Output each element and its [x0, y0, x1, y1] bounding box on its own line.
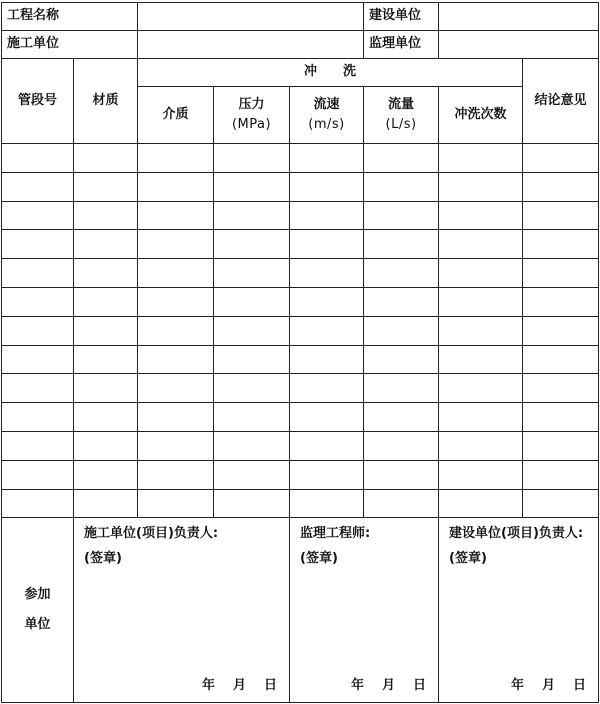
table-row [2, 431, 599, 460]
form-table [1, 2, 599, 703]
table-cell[interactable] [290, 144, 364, 173]
table-cell[interactable] [290, 316, 364, 345]
table-cell[interactable] [290, 287, 364, 316]
table-cell[interactable] [74, 316, 138, 345]
table-cell[interactable] [364, 287, 439, 316]
table-cell[interactable] [74, 144, 138, 173]
table-row [2, 374, 599, 403]
table-cell[interactable] [214, 431, 290, 460]
column-header-pressure [214, 87, 290, 144]
table-cell[interactable] [290, 460, 364, 489]
table-cell[interactable] [364, 489, 439, 518]
table-cell[interactable] [138, 230, 214, 259]
table-cell[interactable] [138, 144, 214, 173]
builder-seal-label: (签章) [84, 551, 122, 567]
table-cell[interactable] [439, 403, 523, 432]
table-cell[interactable] [290, 201, 364, 230]
builder-date-month: 月 [232, 678, 246, 694]
table-cell[interactable] [439, 316, 523, 345]
table-cell[interactable] [364, 403, 439, 432]
builder-date-year: 年 [201, 678, 215, 694]
data-rows [2, 144, 599, 518]
table-cell[interactable] [290, 172, 364, 201]
table-cell[interactable] [2, 259, 74, 288]
table-row [2, 201, 599, 230]
table-cell[interactable] [2, 403, 74, 432]
table-cell[interactable] [523, 230, 599, 259]
table-cell[interactable] [364, 374, 439, 403]
table-cell[interactable] [290, 431, 364, 460]
table-cell[interactable] [439, 259, 523, 288]
table-cell[interactable] [364, 345, 439, 374]
table-cell[interactable] [138, 489, 214, 518]
table-cell[interactable] [214, 489, 290, 518]
table-cell[interactable] [523, 489, 599, 518]
pressure-label: 压力 [238, 96, 265, 112]
table-cell[interactable] [290, 345, 364, 374]
table-cell[interactable] [214, 230, 290, 259]
table-cell[interactable] [74, 460, 138, 489]
table-cell[interactable] [364, 316, 439, 345]
column-header-material: 材质 [74, 59, 138, 144]
column-header-flush-group: 冲 洗 [138, 59, 523, 87]
supervisor-date [333, 678, 426, 694]
participants-label [2, 518, 74, 703]
table-cell[interactable] [138, 316, 214, 345]
supervisor-date-year: 年 [350, 678, 364, 694]
pressure-unit: (MPa) [231, 117, 272, 132]
table-cell[interactable] [439, 489, 523, 518]
column-header-conclusion: 结论意见 [523, 59, 599, 144]
table-cell[interactable] [138, 431, 214, 460]
participants-line-1: 参加 [24, 587, 51, 603]
column-header-flush-count: 冲洗次数 [439, 87, 523, 144]
table-cell[interactable] [2, 144, 74, 173]
column-header-flow [364, 87, 439, 144]
table-row [2, 460, 599, 489]
table-cell[interactable] [2, 374, 74, 403]
owner-date-day: 日 [573, 678, 587, 694]
table-cell[interactable] [214, 172, 290, 201]
table-cell[interactable] [2, 489, 74, 518]
table-cell[interactable] [523, 460, 599, 489]
table-row [2, 259, 599, 288]
table-cell[interactable] [439, 460, 523, 489]
builder-lead-label: 施工单位(项目)负责人: [84, 526, 219, 542]
table-cell[interactable] [290, 230, 364, 259]
table-cell[interactable] [523, 201, 599, 230]
table-cell[interactable] [74, 403, 138, 432]
owner-lead-label: 建设单位(项目)负责人: [449, 526, 584, 542]
table-cell[interactable] [523, 345, 599, 374]
table-cell[interactable] [214, 201, 290, 230]
owner-date-year: 年 [510, 678, 524, 694]
table-cell[interactable] [214, 259, 290, 288]
table-cell[interactable] [214, 144, 290, 173]
table-cell[interactable] [2, 431, 74, 460]
project-name-label: 工程名称 [2, 3, 138, 31]
table-cell[interactable] [439, 345, 523, 374]
header-row-project [2, 3, 599, 31]
table-cell[interactable] [214, 287, 290, 316]
table-cell[interactable] [439, 374, 523, 403]
table-row [2, 316, 599, 345]
table-cell[interactable] [214, 460, 290, 489]
table-cell[interactable] [214, 374, 290, 403]
table-cell[interactable] [290, 374, 364, 403]
builder-field[interactable] [138, 31, 364, 59]
table-cell[interactable] [290, 403, 364, 432]
supervisor-date-month: 月 [382, 678, 396, 694]
table-cell[interactable] [138, 201, 214, 230]
table-cell[interactable] [2, 287, 74, 316]
table-cell[interactable] [138, 460, 214, 489]
table-cell[interactable] [74, 345, 138, 374]
supervisor-label: 监理单位 [364, 31, 439, 59]
table-cell[interactable] [2, 460, 74, 489]
signature-row [2, 518, 599, 703]
table-cell[interactable] [523, 403, 599, 432]
table-cell[interactable] [364, 259, 439, 288]
table-cell[interactable] [138, 287, 214, 316]
table-cell[interactable] [439, 201, 523, 230]
supervisor-seal-label: (签章) [300, 551, 338, 567]
table-cell[interactable] [439, 144, 523, 173]
table-cell[interactable] [214, 403, 290, 432]
table-cell[interactable] [364, 431, 439, 460]
table-cell[interactable] [439, 172, 523, 201]
table-cell[interactable] [74, 259, 138, 288]
table-cell[interactable] [290, 259, 364, 288]
owner-date-month: 月 [542, 678, 556, 694]
table-cell[interactable] [364, 144, 439, 173]
owner-signature-cell[interactable] [439, 518, 599, 703]
builder-signature-cell[interactable] [74, 518, 290, 703]
header-row-builder [2, 31, 599, 59]
construction-owner-label: 建设单位 [364, 3, 439, 31]
participants-line-2: 单位 [24, 617, 51, 633]
builder-date-day: 日 [264, 678, 278, 694]
table-cell[interactable] [523, 287, 599, 316]
table-row [2, 403, 599, 432]
table-row [2, 287, 599, 316]
table-cell[interactable] [74, 201, 138, 230]
builder-label: 施工单位 [2, 31, 138, 59]
flow-label: 流量 [388, 96, 415, 112]
table-cell[interactable] [74, 172, 138, 201]
table-cell[interactable] [214, 316, 290, 345]
table-cell[interactable] [523, 431, 599, 460]
table-cell[interactable] [523, 259, 599, 288]
table-cell[interactable] [2, 172, 74, 201]
supervisor-engineer-label: 监理工程师: [300, 526, 371, 542]
supervisor-date-day: 日 [413, 678, 427, 694]
table-cell[interactable] [2, 345, 74, 374]
table-cell[interactable] [364, 201, 439, 230]
table-row [2, 345, 599, 374]
owner-date [493, 678, 586, 694]
table-cell[interactable] [138, 259, 214, 288]
table-cell[interactable] [138, 345, 214, 374]
supervisor-signature-cell[interactable] [290, 518, 439, 703]
table-cell[interactable] [74, 489, 138, 518]
table-row [2, 230, 599, 259]
flow-unit: (L/s) [385, 117, 417, 132]
table-cell[interactable] [74, 374, 138, 403]
table-cell[interactable] [439, 287, 523, 316]
table-cell[interactable] [214, 345, 290, 374]
table-cell[interactable] [74, 431, 138, 460]
table-cell[interactable] [364, 172, 439, 201]
velocity-unit: (m/s) [308, 117, 345, 132]
builder-date [184, 678, 277, 694]
table-cell[interactable] [2, 201, 74, 230]
table-cell[interactable] [523, 172, 599, 201]
column-header-velocity [290, 87, 364, 144]
supervisor-field[interactable] [439, 31, 599, 59]
table-cell[interactable] [290, 489, 364, 518]
table-cell[interactable] [364, 460, 439, 489]
table-cell[interactable] [74, 230, 138, 259]
table-row [2, 489, 599, 518]
table-cell[interactable] [439, 230, 523, 259]
table-cell[interactable] [138, 403, 214, 432]
velocity-label: 流速 [313, 96, 340, 112]
table-cell[interactable] [523, 316, 599, 345]
owner-seal-label: (签章) [449, 551, 487, 567]
table-cell[interactable] [2, 316, 74, 345]
table-cell[interactable] [523, 144, 599, 173]
table-cell[interactable] [523, 374, 599, 403]
table-cell[interactable] [74, 287, 138, 316]
column-header-section-no: 管段号 [2, 59, 74, 144]
table-cell[interactable] [138, 374, 214, 403]
table-row [2, 172, 599, 201]
table-cell[interactable] [138, 172, 214, 201]
table-cell[interactable] [439, 431, 523, 460]
column-header-medium: 介质 [138, 87, 214, 144]
project-name-field[interactable] [138, 3, 364, 31]
table-cell[interactable] [364, 230, 439, 259]
column-header-row-1 [2, 59, 599, 87]
construction-owner-field[interactable] [439, 3, 599, 31]
table-cell[interactable] [2, 230, 74, 259]
table-row [2, 144, 599, 173]
